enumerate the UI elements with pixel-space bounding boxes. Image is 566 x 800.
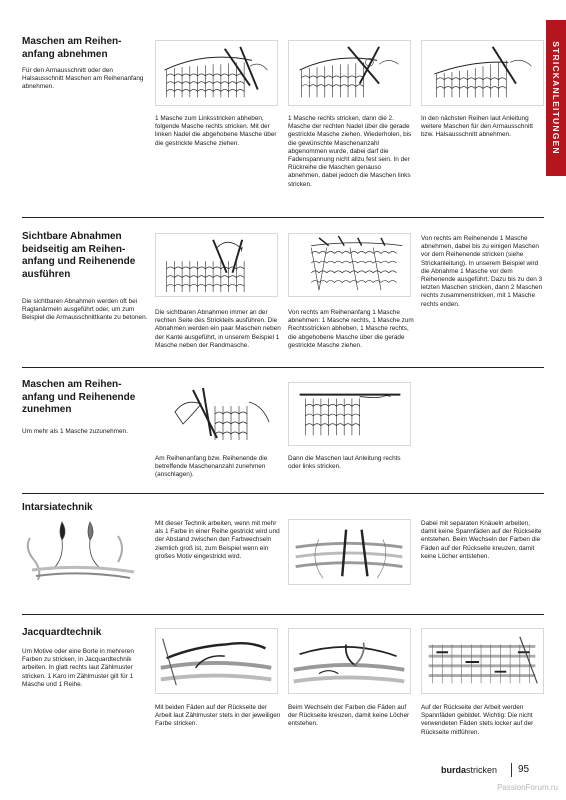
footer-divider bbox=[511, 763, 512, 777]
illustration-abnehmen-1 bbox=[155, 40, 278, 106]
section-title-sichtbare-abnahmen: Sichtbare Abnahmen beidseitig am Reihen-anfang und Reihenende ausführen bbox=[22, 231, 136, 280]
knitting-illustration bbox=[156, 629, 277, 693]
section-tab bbox=[546, 20, 566, 176]
brand-rest: stricken bbox=[466, 765, 498, 775]
section-divider bbox=[22, 367, 544, 368]
section-title-jacquard: Jacquardtechnik bbox=[22, 627, 102, 638]
caption-intarsia-2: Dabei mit separaten Knäueln arbeiten, damit keine Spannfäden auf der Rückseite entstehen. Beim Wechseln der Farben die Fäden auf der Rückseite kreuzen, damit keine Löcher entstehen. bbox=[421, 520, 542, 560]
caption-zunehmen-2: Dann die Maschen laut Anleitung rechts oder links stricken. bbox=[288, 455, 401, 471]
section-title-zunehmen: Maschen am Reihen-anfang und Reihenende zunehmen bbox=[22, 379, 136, 415]
illustration-jacquard-2 bbox=[288, 628, 411, 694]
page-number: 95 bbox=[518, 764, 530, 775]
knitting-illustration bbox=[155, 382, 278, 446]
knitting-illustration bbox=[422, 629, 543, 693]
section-title-abnehmen: Maschen am Reihen- anfang abnehmen bbox=[22, 36, 122, 60]
illustration-intarsia-1 bbox=[22, 518, 144, 582]
section-desc-zunehmen: Um mehr als 1 Masche zuzunehmen. bbox=[22, 428, 128, 435]
illustration-sichtbare-abnahmen-1 bbox=[155, 233, 278, 297]
section-tab-label: STRICKANLEITUNGEN bbox=[551, 41, 561, 155]
watermark: PassionForum.ru bbox=[497, 783, 558, 792]
caption-sichtbare-abnahmen-3: Von rechts am Reihenende 1 Masche abnehmen, dabei bis zu einigen Maschen vor dem Reihenende stricken (siehe Strickanleitung). In unserem Beispiel wird die Abnahme 1 Masche vor dem Reihenende ausgeführt. Dazu bis zu den 3 letzten Maschen stricken, dann 2 Maschen rechts zusammenstricken, mit 1 Masche rechts enden. bbox=[421, 235, 543, 308]
knitting-illustration bbox=[156, 234, 277, 296]
knitting-illustration bbox=[289, 383, 410, 445]
illustration-abnehmen-3 bbox=[421, 40, 544, 106]
illustration-abnehmen-2 bbox=[288, 40, 411, 106]
caption-intarsia-1: Mit dieser Technik arbeiten, wenn mit mehr als 1 Farbe in einer Reihe gestrickt wird und der Abstand zwischen den Farbwechseln ziemlich groß ist, zum Beispiel wenn ein großes Motiv eingestrickt wird. bbox=[155, 520, 280, 560]
caption-abnehmen-2: 1 Masche rechts stricken, dann die 2. Masche der rechten Nadel über die gerade gestrickte Masche ziehen. Wiederholen, bis die gewünschte Maschenanzahl abgenommen wurde, dabei darf die Fadenspannung nicht allzu fest sein. In der Rückreihe die Maschen genauso abnehmen, dabei jedoch die Maschen links stricken. bbox=[288, 115, 412, 188]
brand-bold: burda bbox=[441, 765, 467, 775]
caption-abnehmen-3: In den nächsten Reihen laut Anleitung weitere Maschen für den Armausschnitt bzw. Halsausschnitt abnehmen. bbox=[421, 115, 533, 139]
caption-jacquard-2: Beim Wechseln der Farben die Fäden auf der Rückseite kreuzen, damit keine Löcher entstehen. bbox=[288, 704, 410, 728]
section-desc-sichtbare-abnahmen: Die sichtbaren Abnahmen werden oft bei Raglanärmeln ausgeführt oder, um zum Beispiel die Armausschnittkante zu betonen. bbox=[22, 298, 148, 322]
illustration-intarsia-2 bbox=[288, 519, 411, 585]
caption-zunehmen-1: Am Reihenanfang bzw. Reihenende die betreffende Maschenanzahl zunehmen (anschlagen). bbox=[155, 455, 268, 479]
magazine-brand bbox=[441, 765, 497, 775]
knitting-illustration bbox=[289, 629, 410, 693]
section-desc-jacquard: Um Motive oder eine Borte in mehreren Farben zu stricken, in Jacquardtechnik arbeiten. In glatt rechts laut Zählmuster stricken. 1 Karo im Zählmuster gilt für 1 Masche und 1 Reihe. bbox=[22, 648, 134, 688]
caption-abnehmen-1: 1 Masche zum Linksstricken abheben, folgende Masche rechts stricken. Mit der linken Nadel die abgehobene Masche über die gestrickte Masche ziehen. bbox=[155, 115, 277, 147]
caption-sichtbare-abnahmen-1: Die sichtbaren Abnahmen immer an der rechten Seite des Strickteils ausführen. Die Abnahmen werden ein paar Maschen neben der Kante ausgeführt, in unserem Beispiel 1 Masche neben der Randmasche. bbox=[155, 309, 281, 349]
section-title-intarsia: Intarsiatechnik bbox=[22, 502, 93, 513]
section-divider bbox=[22, 614, 544, 615]
illustration-jacquard-3 bbox=[421, 628, 544, 694]
section-divider bbox=[22, 493, 544, 494]
section-desc-abnehmen: Für den Armausschnitt oder den Halsausschnitt Maschen am Reihenanfang abnehmen. bbox=[22, 67, 144, 91]
illustration-zunehmen-1 bbox=[155, 382, 278, 446]
caption-jacquard-1: Mit beiden Fäden auf der Rückseite der Arbeit laut Zählmuster stets in der jeweiligen Farbe stricken. bbox=[155, 704, 281, 728]
knitting-illustration bbox=[289, 234, 410, 296]
knitting-illustration bbox=[22, 518, 144, 582]
section-divider bbox=[22, 217, 544, 218]
knitting-illustration bbox=[156, 41, 277, 105]
knitting-illustration bbox=[289, 41, 410, 105]
illustration-sichtbare-abnahmen-2 bbox=[288, 233, 411, 297]
knitting-illustration bbox=[289, 520, 410, 584]
illustration-jacquard-1 bbox=[155, 628, 278, 694]
illustration-zunehmen-2 bbox=[288, 382, 411, 446]
caption-jacquard-3: Auf der Rückseite der Arbeit werden Spannfäden gebildet. Wichtig: Die nicht verwendeten Fäden stets locker auf der Rückseite mitführen. bbox=[421, 704, 534, 736]
knitting-illustration bbox=[422, 41, 543, 105]
caption-sichtbare-abnahmen-2: Von rechts am Reihenanfang 1 Masche abnehmen: 1 Masche rechts, 1 Masche zum Rechtsstricken abheben, 1 Masche rechts, die abgehobene Masche über die gerade gestrickte Masche ziehen. bbox=[288, 309, 414, 349]
